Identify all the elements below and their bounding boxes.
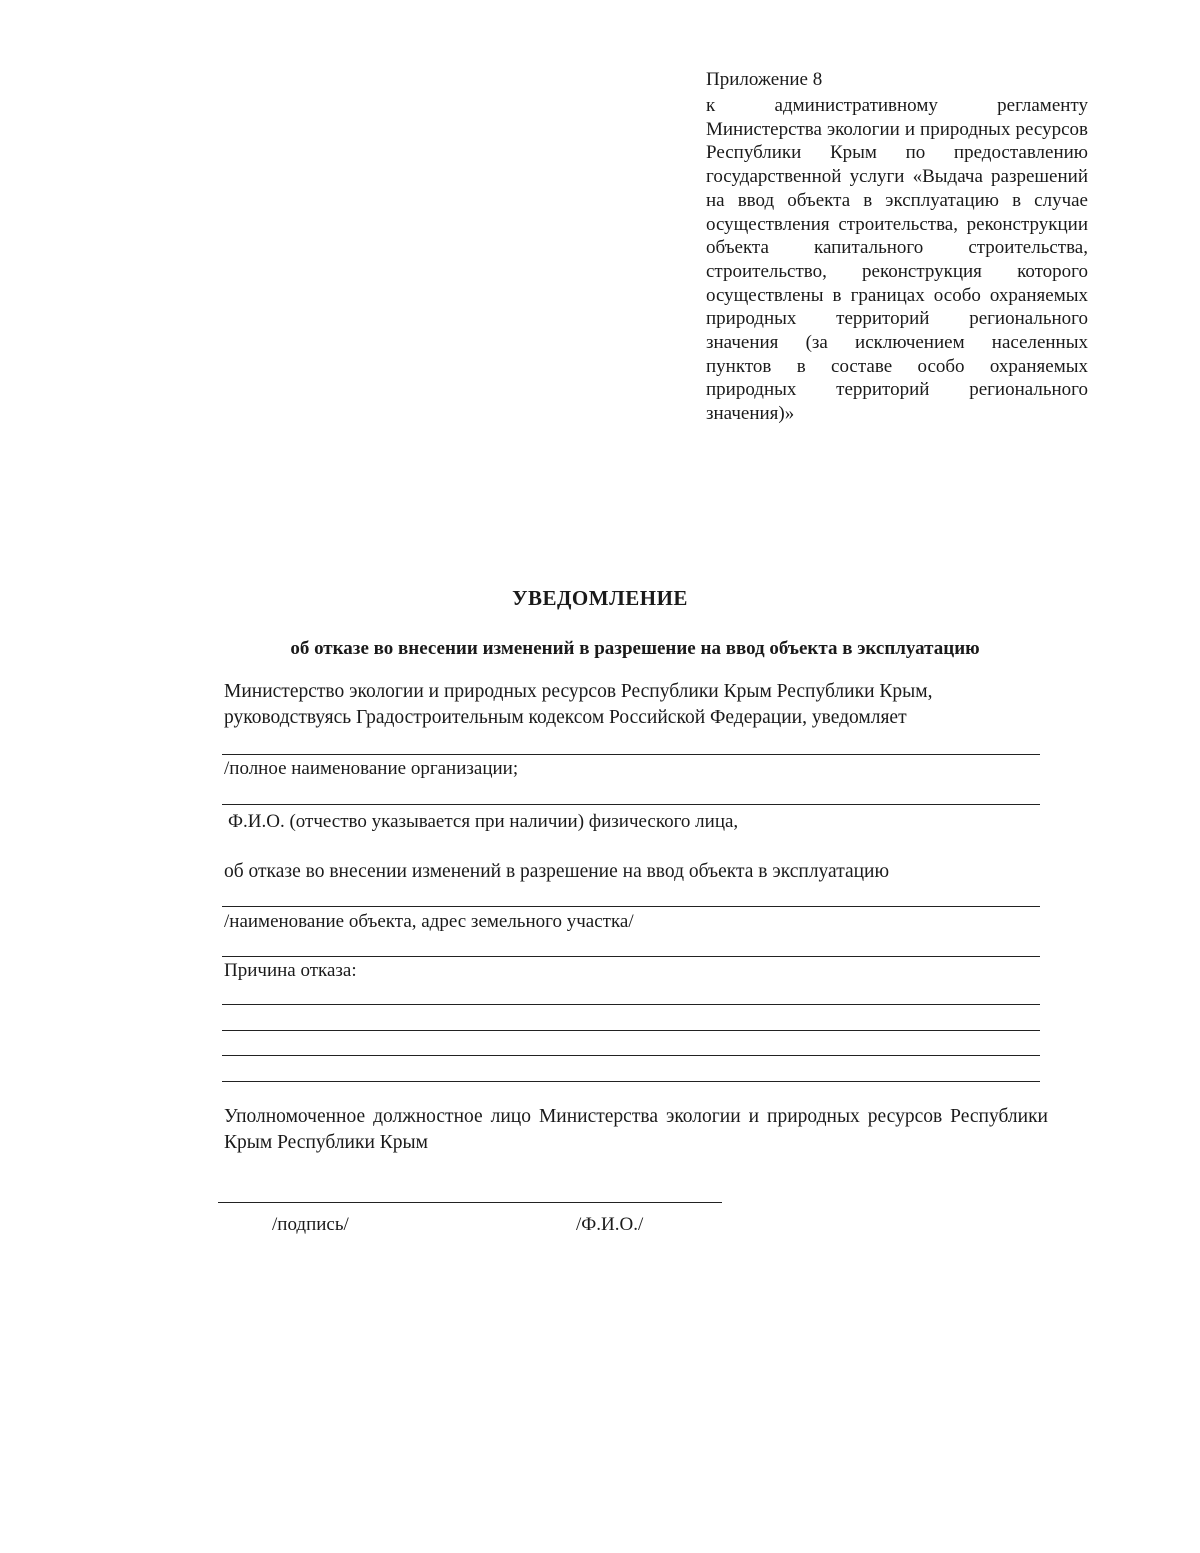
object-name-line (222, 906, 1040, 907)
intro-paragraph: Министерство экологии и природных ресурсов Республики Крым Республики Крым, руководствуясь Градостроительным кодексом Российской Федерации, уведомляет (224, 681, 933, 728)
person-name-line (222, 804, 1040, 805)
org-name-line (222, 754, 1040, 755)
org-name-caption: /полное наименование организации; (224, 758, 519, 779)
signature-caption: /подпись/ (272, 1214, 349, 1235)
document-title: УВЕДОМЛЕНИЕ (512, 586, 688, 610)
appendix-text: к административному регламенту Министерства экологии и природных ресурсов Республики Крым по предоставлению государственной услуги «Выдача разрешений на ввод объекта в эксплуатацию в случае осуществления строительства, реконструкции объекта капитального строительства, строительство, реконструкция которого осуществлены в границах особо охраняемых природных территорий регионального значения (за исключением населенных пунктов в составе особо охраняемых природных территорий регионального значения)» (706, 95, 1088, 425)
reason-line-2 (222, 1030, 1040, 1031)
signature-line (218, 1202, 722, 1203)
document-subtitle: об отказе во внесении изменений в разрешение на ввод объекта в эксплуатацию (290, 638, 980, 659)
reason-line-1 (222, 1004, 1040, 1005)
object-name-caption: /наименование объекта, адрес земельного участка/ (224, 911, 634, 932)
appendix-number: Приложение 8 (706, 69, 823, 90)
authorized-official-text: Уполномоченное должностное лицо Министерства экологии и природных ресурсов Республики Крым Республики Крым (224, 1106, 1048, 1153)
reason-line-3 (222, 1055, 1040, 1056)
person-name-caption: Ф.И.О. (отчество указывается при наличии) физического лица, (228, 811, 739, 832)
reason-line-4 (222, 1081, 1040, 1082)
reason-label: Причина отказа: (224, 960, 357, 981)
refusal-statement: об отказе во внесении изменений в разрешение на ввод объекта в эксплуатацию (224, 861, 890, 882)
reason-top-line (222, 956, 1040, 957)
fio-caption: /Ф.И.О./ (576, 1214, 644, 1235)
